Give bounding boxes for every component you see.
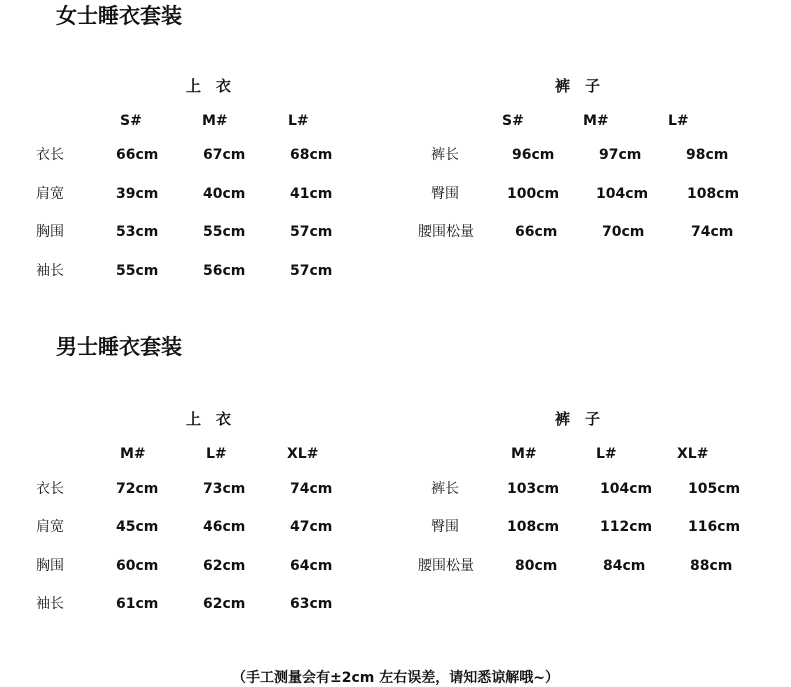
women-top-cell: 53cm xyxy=(116,224,159,240)
women-top-cell: 57cm xyxy=(290,224,333,240)
men-pants-cell: 116cm xyxy=(688,519,741,535)
men-top-size-1: M# xyxy=(120,446,146,462)
women-pants-cell: 96cm xyxy=(512,147,555,163)
men-top-cell: 61cm xyxy=(116,596,159,612)
women-pants-row-label: 裤长 xyxy=(431,147,459,163)
women-pants-row-label: 腰围松量 xyxy=(418,224,474,240)
men-top-cell: 45cm xyxy=(116,519,159,535)
women-section-title: 女士睡衣套装 xyxy=(56,4,182,28)
men-top-cell: 60cm xyxy=(116,558,159,574)
women-top-cell: 40cm xyxy=(203,186,246,202)
men-top-cell: 62cm xyxy=(203,558,246,574)
men-top-row-label: 袖长 xyxy=(36,596,64,612)
women-pants-size-2: M# xyxy=(583,113,609,129)
women-pants-cell: 66cm xyxy=(515,224,558,240)
men-top-size-3: XL# xyxy=(287,446,319,462)
men-top-heading: 上 衣 xyxy=(186,410,232,428)
women-top-size-1: S# xyxy=(120,113,142,129)
men-top-cell: 73cm xyxy=(203,481,246,497)
women-top-row-label: 衣长 xyxy=(36,147,64,163)
women-top-cell: 39cm xyxy=(116,186,159,202)
men-top-cell: 63cm xyxy=(290,596,333,612)
women-pants-cell: 100cm xyxy=(507,186,560,202)
men-pants-heading: 裤 子 xyxy=(555,410,601,428)
men-pants-cell: 105cm xyxy=(688,481,741,497)
women-pants-cell: 108cm xyxy=(687,186,740,202)
women-top-cell: 41cm xyxy=(290,186,333,202)
men-top-cell: 64cm xyxy=(290,558,333,574)
women-top-cell: 67cm xyxy=(203,147,246,163)
women-top-size-2: M# xyxy=(202,113,228,129)
men-top-row-label: 衣长 xyxy=(36,481,64,497)
women-top-row-label: 胸围 xyxy=(36,224,64,240)
men-top-cell: 46cm xyxy=(203,519,246,535)
women-top-cell: 66cm xyxy=(116,147,159,163)
men-top-row-label: 胸围 xyxy=(36,558,64,574)
measurement-note: （手工测量会有±2cm 左右误差，请知悉谅解哦~） xyxy=(232,670,559,686)
women-top-heading: 上 衣 xyxy=(186,77,232,95)
men-pants-cell: 112cm xyxy=(600,519,653,535)
men-pants-cell: 103cm xyxy=(507,481,560,497)
women-pants-size-1: S# xyxy=(502,113,524,129)
men-pants-size-2: L# xyxy=(596,446,617,462)
men-pants-row-label: 腰围松量 xyxy=(418,558,474,574)
men-pants-size-3: XL# xyxy=(677,446,709,462)
women-pants-cell: 104cm xyxy=(596,186,649,202)
women-top-cell: 55cm xyxy=(203,224,246,240)
men-pants-cell: 84cm xyxy=(603,558,646,574)
men-pants-cell: 80cm xyxy=(515,558,558,574)
women-top-row-label: 袖长 xyxy=(36,263,64,279)
women-top-cell: 57cm xyxy=(290,263,333,279)
women-top-row-label: 肩宽 xyxy=(36,186,64,202)
women-pants-cell: 97cm xyxy=(599,147,642,163)
men-top-cell: 72cm xyxy=(116,481,159,497)
women-pants-size-3: L# xyxy=(668,113,689,129)
men-top-size-2: L# xyxy=(206,446,227,462)
men-section-title: 男士睡衣套装 xyxy=(56,335,182,359)
women-pants-row-label: 臀围 xyxy=(431,186,459,202)
men-top-cell: 62cm xyxy=(203,596,246,612)
women-pants-cell: 70cm xyxy=(602,224,645,240)
women-pants-cell: 98cm xyxy=(686,147,729,163)
women-top-cell: 68cm xyxy=(290,147,333,163)
men-top-cell: 74cm xyxy=(290,481,333,497)
men-top-cell: 47cm xyxy=(290,519,333,535)
men-pants-row-label: 裤长 xyxy=(431,481,459,497)
men-top-row-label: 肩宽 xyxy=(36,519,64,535)
women-top-size-3: L# xyxy=(288,113,309,129)
women-pants-heading: 裤 子 xyxy=(555,77,601,95)
men-pants-cell: 104cm xyxy=(600,481,653,497)
men-pants-cell: 88cm xyxy=(690,558,733,574)
men-pants-row-label: 臀围 xyxy=(431,519,459,535)
women-top-cell: 55cm xyxy=(116,263,159,279)
women-top-cell: 56cm xyxy=(203,263,246,279)
men-pants-cell: 108cm xyxy=(507,519,560,535)
men-pants-size-1: M# xyxy=(511,446,537,462)
women-pants-cell: 74cm xyxy=(691,224,734,240)
